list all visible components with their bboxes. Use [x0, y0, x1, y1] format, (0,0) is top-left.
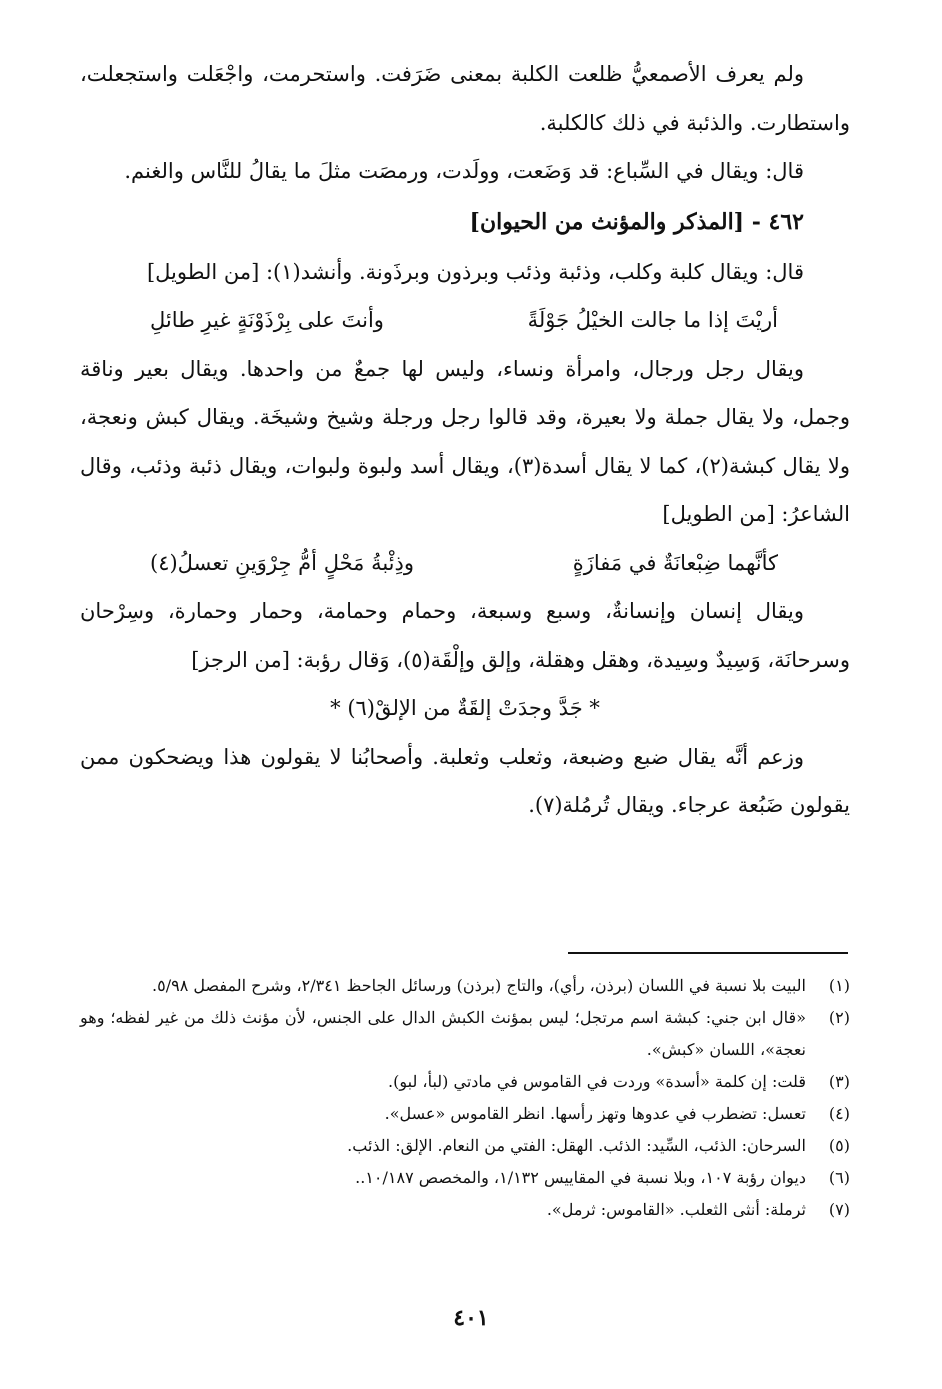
footnote-text: تعسل: تضطرب في عدوها وتهز رأسها. انظر القاموس «عسل». — [384, 1104, 806, 1123]
footnote-text: ثرملة: أنثى الثعلب. «القاموس: ثرمل». — [546, 1200, 806, 1219]
footnote-1 — [80, 970, 850, 1002]
footnote-5 — [80, 1130, 850, 1162]
verse-2-first-hemistich: كأنَّهما ضِبْعانَةٌ في مَفازَةٍ — [572, 550, 778, 575]
footnote-text: ديوان رؤبة ١٠٧، وبلا نسبة في المقاييس ١/١٣٢، والمخصص ١٠/١٨٧.. — [355, 1168, 806, 1187]
page-number: ٤٠١ — [453, 1305, 489, 1331]
footnote-number: (٤) — [828, 1104, 850, 1123]
footnote-number: (٣) — [828, 1072, 850, 1091]
footnote-number: (١) — [828, 976, 850, 995]
paragraph-5: ويقال إنسان وإنسانةٌ، وسبع وسبعة، وحمام وحمامة، وحمار وحمارة، وسِرْحان وسرحانَة، وَسِيدٌ وسِيدة، وهقل وهقلة، وإلق وإلْقَة(٥)، وَقال رؤبة: [من الرجز] — [80, 599, 850, 672]
footnote-2 — [80, 1002, 850, 1066]
section-heading: ٤٦٢ - [المذكر والمؤنث من الحيوان] — [469, 208, 804, 235]
verse-3: * جَدَّ وجدَتْ إلقَةٌ من الإلقْ(٦) * — [330, 696, 600, 720]
verse-1 — [80, 296, 850, 345]
footnote-text: «قال ابن جني: كبشة اسم مرتجل؛ ليس بمؤنث الكبش الدال على الجنس، لأن مؤنث ذلك من غير لفظه؛ وهو نعجة»، اللسان «كبش». — [80, 1008, 806, 1059]
verse-1-first-hemistich: أريْتَ إذا ما جالت الخيْلُ جَوْلَةً — [527, 308, 778, 332]
paragraph-4: ويقال رجل ورجال، وامرأة ونساء، وليس لها جمعٌ من واحدها. ويقال بعير وناقة وجمل، ولا يقال جملة ولا بعيرة، وقد قالوا رجل ورجلة وشيخ وشيخَة. ويقال كبش ونعجة، ولا يقال كبشة(٢)، كما لا يقال أسدة(٣)، ويقال أسد ولبوة ولبوات، ويقال ذئبة وذئب، وقال الشاعرُ: [من الطويل] — [80, 356, 850, 526]
footnote-6 — [80, 1162, 850, 1194]
paragraph-6: وزعم أنَّه يقال ضبع وضبعة، وثعلب وثعلبة. وأصحابُنا لا يقولون هذا ويضحكون ممن يقولون ضَبُعة عرجاء. ويقال تُرمُلة(٧). — [80, 744, 850, 817]
footnote-text: البيت بلا نسبة في اللسان (برذن، رأي)، والتاج (برذن) ورسائل الجاحظ ٢/٣٤١، وشرح المفصل ٥/٩٨. — [152, 976, 806, 995]
verse-2-second-hemistich: وذِئْبةُ مَحْلٍ أمُّ جِرْوَينِ تعسلُ(٤) — [150, 550, 415, 575]
verse-1-second-hemistich: وأنتَ على بِرْذَوْنَةٍ غيرِ طائلِ — [150, 308, 384, 332]
main-text — [80, 50, 850, 830]
footnote-separator — [568, 952, 848, 954]
verse-2 — [80, 539, 850, 588]
footnote-text: قلت: إن كلمة «أسدة» وردت في القاموس في مادتي (لبأ، لبو). — [388, 1072, 806, 1091]
paragraph-2: قال: ويقال في السِّباع: قد وَضَعت، وولَدت، ورمصَت مثلَ ما يقالُ للنَّاس والغنم. — [124, 159, 804, 183]
footnote-4 — [80, 1098, 850, 1130]
footnote-number: (٦) — [828, 1168, 850, 1187]
footnote-7 — [80, 1194, 850, 1226]
footnote-number: (٢) — [828, 1008, 850, 1027]
footnote-number: (٧) — [828, 1200, 850, 1219]
paragraph-1: ولم يعرف الأصمعيُّ ظلعت الكلبة بمعنى ضَرَفت. واستحرمت، واجْعَلت واستجعلت، واستطارت. والذئبة في ذلك كالكلبة. — [80, 62, 850, 135]
paragraph-3: قال: ويقال كلبة وكلب، وذئبة وذئب وبرذون وبرذَونة. وأنشد(١): [من الطويل] — [146, 259, 804, 284]
footnote-number: (٥) — [828, 1136, 850, 1155]
footnote-text: السرحان: الذئب، السِّيد: الذئب. الهقل: الفتي من النعام. الإلق: الذئب. — [347, 1136, 806, 1155]
footnotes — [80, 970, 850, 1226]
footnote-3 — [80, 1066, 850, 1098]
